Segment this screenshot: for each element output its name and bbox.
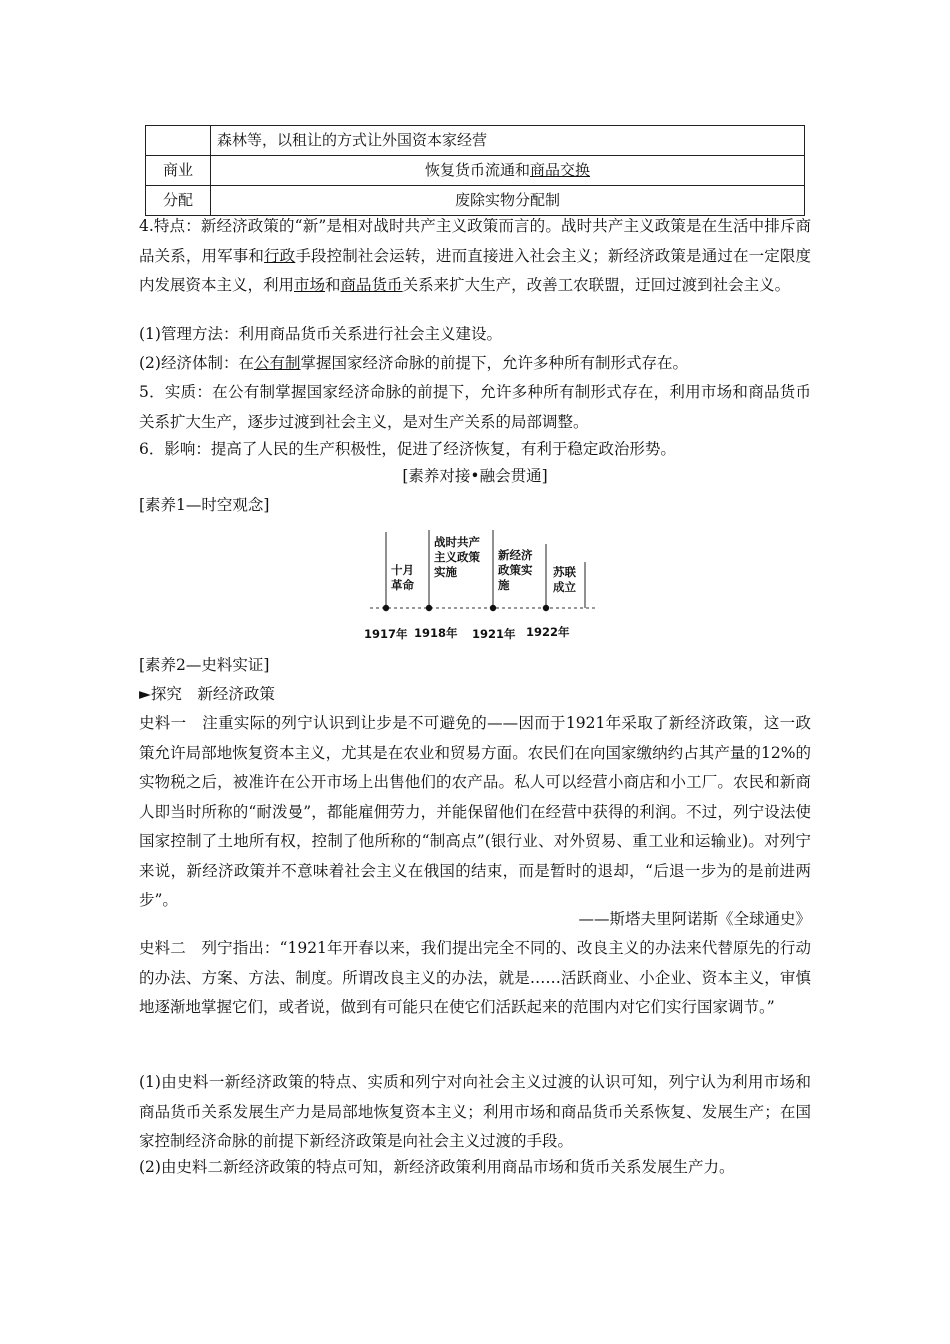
event-label: 革命 <box>391 578 414 592</box>
section-heading: [素养对接•融会贯通] <box>402 467 548 485</box>
event-label: 战时共产 <box>434 535 480 549</box>
underlined-term: 商品交换 <box>530 161 591 179</box>
underlined-term: 公有制 <box>253 354 301 372</box>
event-label: 主义政策 <box>434 550 480 564</box>
event-label: 施 <box>498 578 510 592</box>
sub-point-2-text: (2)经济体制：在 <box>139 354 254 372</box>
answer-1-paragraph: (1)由史料一新经济政策的特点、实质和列宁对向社会主义过渡的认识可知，列宁认为利用市场和商品货币关系发展生产力是局部地恢复资本主义；利用市场和商品货币关系恢复、发展生产；在国家控制经济命脉的前提下新经济政策是向社会主义过渡的手段。 <box>139 1073 811 1150</box>
suyang-2-label: [素养2—史料实证] <box>139 656 270 674</box>
underlined-term: 市场 <box>294 276 326 294</box>
year-label: 1918年 <box>414 626 458 640</box>
suyang-1-label: [素养1—时空观念] <box>139 496 270 514</box>
point-4-text: 4.特点：新经济政策的“新”是相对战时共产主义政策而言的。战时共产主义政策是在生活中排斥商品关系，用军事和 <box>139 217 811 265</box>
underlined-term: 行政 <box>264 246 296 265</box>
table-row <box>146 126 805 156</box>
sub-point-2-text: 掌握国家经济命脉的前提下，允许多种所有制形式存在。 <box>300 354 688 372</box>
event-label: 新经济 <box>498 548 533 562</box>
table-category-cell: 分配 <box>146 186 211 216</box>
event-label: 十月 <box>391 563 414 577</box>
point-4-text: 手段控制社会运转，进而直接进入社会主义；新经济政策是通过在一定限度内发展资本主义，利用 <box>139 246 811 294</box>
table-row <box>146 186 805 216</box>
event-label: 实施 <box>434 565 457 579</box>
table-content-cell: 废除实物分配制 <box>211 186 805 216</box>
point-4-text: 关系来扩大生产，改善工农联盟，迂回过渡到社会主义。 <box>402 276 791 294</box>
year-label: 1917年 <box>364 627 408 641</box>
year-label: 1921年 <box>472 627 516 641</box>
event-label: 苏联 <box>553 565 576 579</box>
underlined-term: 商品货币 <box>340 276 403 294</box>
timeline-diagram <box>360 524 600 646</box>
policy-table <box>145 125 805 216</box>
table-content-cell: 森林等，以租让的方式让外国资本家经营 <box>211 126 805 156</box>
answer-2-paragraph: (2)由史料二新经济政策的特点可知，新经济政策利用商品市场和货币关系发展生产力。 <box>139 1158 735 1176</box>
source-1-citation: ——斯塔夫里阿诺斯《全球通史》 <box>578 910 811 928</box>
table-category-cell: 商业 <box>146 156 211 186</box>
explore-heading: ►探究 新经济政策 <box>139 685 275 703</box>
timeline-point <box>543 605 549 611</box>
timeline-point <box>490 605 496 611</box>
sub-point-2 <box>139 349 811 379</box>
table-row <box>146 156 805 186</box>
point-5-paragraph: 5．实质：在公有制掌握国家经济命脉的前提下，允许多种所有制形式存在，利用市场和商品货币关系扩大生产，逐步过渡到社会主义，是对生产关系的局部调整。 <box>139 383 811 431</box>
year-label: 1922年 <box>526 625 570 639</box>
event-label: 成立 <box>553 580 576 594</box>
source-2-paragraph: 史料二 列宁指出：“1921年开春以来，我们提出完全不同的、改良主义的办法来代替原先的行动的办法、方案、方法、制度。所谓改良主义的办法，就是……活跃商业、小企业、资本主义，审慎地逐渐地掌握它们，或者说，做到有可能只在使它们活跃起来的范围内对它们实行国家调节。” <box>139 939 811 1016</box>
point-6-paragraph: 6．影响：提高了人民的生产积极性，促进了经济恢复，有利于稳定政治形势。 <box>139 440 676 458</box>
table-category-cell <box>146 126 211 156</box>
point-4-text: 和 <box>325 276 341 294</box>
content-text: 恢复货币流通和 <box>424 161 530 179</box>
table-content-cell <box>211 156 805 186</box>
source-1-paragraph: 史料一 注重实际的列宁认识到让步是不可避免的——因而于1921年采取了新经济政策，这一政策允许局部地恢复资本主义，尤其是在农业和贸易方面。农民们在向国家缴纳约占其产量的12%的实物税之后，被准许在公开市场上出售他们的农产品。私人可以经营小商店和小工厂。农民和新商人即当时所称的“耐泼曼”，都能雇佣劳力，并能保留他们在经营中获得的利润。不过，列宁设法使国家控制了土地所有权，控制了他所称的“制高点”(银行业、对外贸易、重工业和运输业)。对列宁来说，新经济政策并不意味着社会主义在俄国的结束，而是暂时的退却，“后退一步为的是前进两步”。 <box>139 714 811 909</box>
timeline-point <box>383 605 389 611</box>
sub-point-1: (1)管理方法：利用商品货币关系进行社会主义建设。 <box>139 325 502 343</box>
event-label: 政策实 <box>498 563 533 577</box>
point-4-paragraph <box>139 212 811 301</box>
timeline-point <box>426 605 432 611</box>
